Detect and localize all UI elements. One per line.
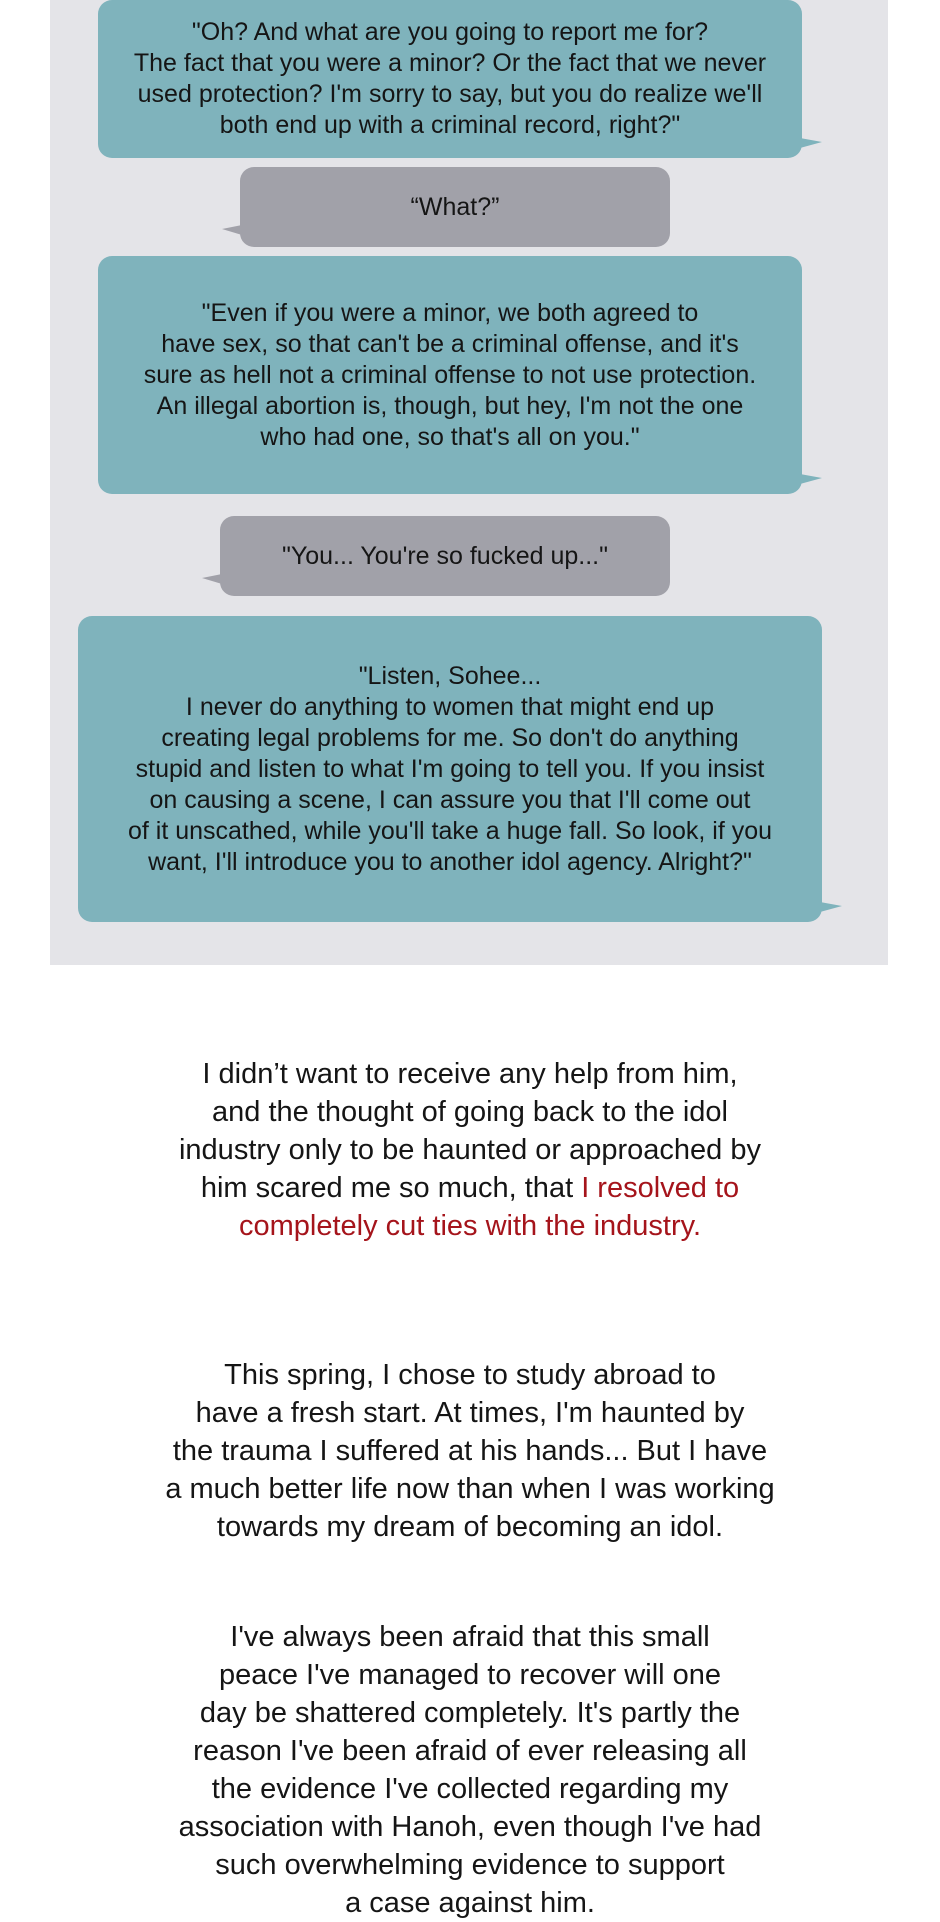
message-text: "Even if you were a minor, we both agreed to have sex, so that can't be a criminal offense, and it's sure as hell not a criminal offense to not use protection. An illegal abortion is, though, but hey, I'm not the one who had one, so that's all on you." <box>143 298 757 451</box>
narration-highlight-text: I resolved to completely cut ties with the industry. <box>238 1172 740 1242</box>
message-text: "You... You're so fucked up..." <box>281 541 608 570</box>
narration-text: I've always been afraid that this small peace I've managed to recover will one day be shattered completely. It's partly the reason I've been afraid of ever releasing all the evidence I've collected regarding my association with Hanoh, even though I've had such overwhelming evidence to support a case against him. <box>178 1621 762 1919</box>
message-bubble-other <box>98 0 802 158</box>
narration-paragraph-2 <box>100 1318 840 1546</box>
message-text: "Listen, Sohee... I never do anything to women that might end up creating legal problems for me. So don't do anything stupid and listen to what I'm going to tell you. If you insist on causing a scene, I can assure you that I'll come out of it unscathed, while you'll take a huge fall. So look, if you want, I'll introduce you to another idol agency. Alright?" <box>127 661 773 876</box>
narration-paragraph-3 <box>100 1580 840 1922</box>
message-bubble-other <box>98 256 802 494</box>
message-bubble-self <box>240 167 670 247</box>
message-text: "Oh? And what are you going to report me for? The fact that you were a minor? Or the fact that we never used protection? I'm sorry to say, but you do realize we'll both end up with a criminal record, right?" <box>133 18 767 139</box>
narration-text: I didn’t want to receive any help from him, and the thought of going back to the idol industry only to be haunted or approached by him scared me so much, that <box>178 1058 761 1204</box>
message-bubble-self <box>220 516 670 596</box>
narration-paragraph-1 <box>100 1055 840 1245</box>
message-text: “What?” <box>410 192 500 221</box>
message-bubble-other <box>78 616 822 922</box>
narration-text: This spring, I chose to study abroad to have a fresh start. At times, I'm haunted by the trauma I suffered at his hands... But I have a much better life now than when I was working towards my dream of becoming an idol. <box>165 1359 775 1543</box>
chat-panel <box>50 0 888 965</box>
